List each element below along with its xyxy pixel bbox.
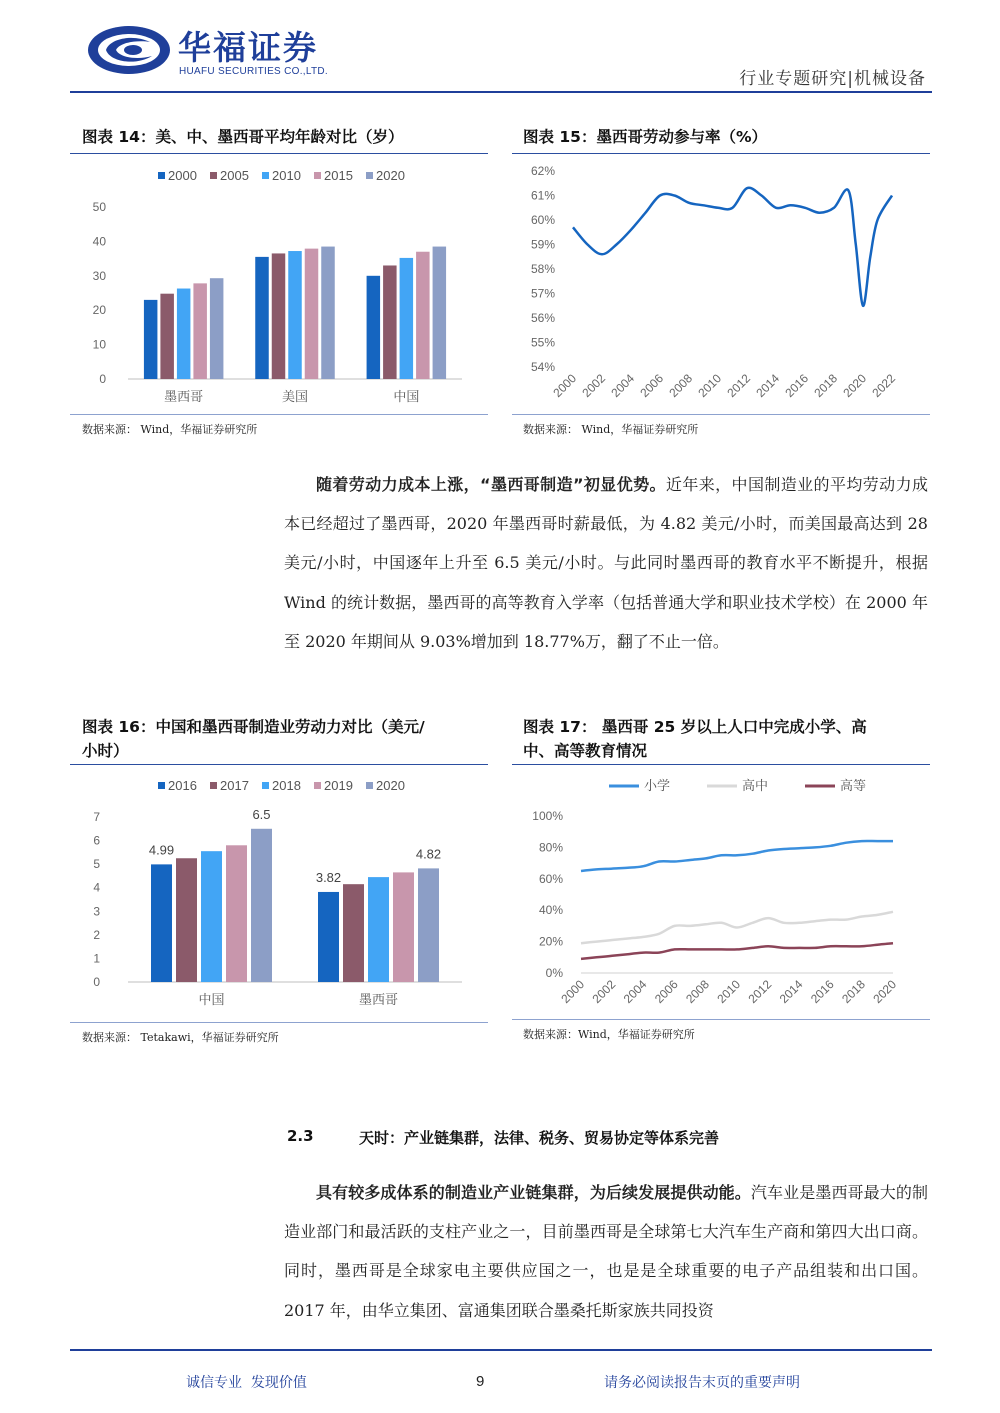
fig16-title-rule	[70, 764, 488, 765]
x-tick-label: 2020	[870, 977, 900, 1007]
bar-中国-2020	[251, 829, 272, 982]
y-tick-label: 60%	[538, 871, 563, 886]
y-tick-label: 5	[93, 857, 100, 872]
bar-中国-2015	[416, 252, 430, 379]
x-tick-label: 2008	[666, 371, 696, 401]
x-tick-label: 2018	[839, 977, 868, 1007]
legend-swatch-2019	[314, 782, 321, 789]
x-tick-label: 2006	[651, 977, 681, 1007]
paragraph-industry-cluster-lead: 具有较多成体系的制造业产业链集群，为后续发展提供动能。	[316, 1183, 751, 1202]
bar-中国-2017	[176, 858, 197, 982]
legend-swatch-2015	[314, 172, 321, 179]
x-tick-label: 2018	[811, 371, 841, 401]
legend-label-2010: 2010	[272, 168, 301, 183]
legend-swatch-2005	[210, 172, 217, 179]
x-tick-label: 2016	[807, 977, 837, 1007]
bar-中国-2005	[383, 265, 397, 379]
paragraph-labor-cost	[284, 465, 928, 661]
bar-美国-2010	[288, 251, 302, 379]
y-tick-label: 62%	[530, 164, 555, 178]
y-tick-label: 7	[93, 810, 100, 824]
x-tick-label: 2010	[695, 371, 725, 401]
fig17-source: 数据来源：Wind，华福证券研究所	[523, 1028, 695, 1041]
bar-美国-2000	[255, 257, 269, 379]
bar-中国-2010	[400, 258, 414, 379]
fig17-bottom-rule	[512, 1019, 930, 1020]
legend-swatch-2017	[210, 782, 217, 789]
fig14-source: 数据来源： Wind，华福证券研究所	[82, 423, 258, 436]
x-tick-label: 2012	[724, 371, 754, 401]
x-tick-label: 2000	[550, 371, 580, 401]
y-tick-label: 60%	[530, 213, 555, 227]
legend-label-高等: 高等	[840, 778, 867, 793]
x-tick-label: 2002	[579, 371, 609, 401]
fig14-title: 图表 14：美、中、墨西哥平均年龄对比（岁）	[82, 128, 404, 146]
legend-label-2018: 2018	[272, 778, 301, 793]
footer-rule	[70, 1349, 932, 1351]
y-tick-label: 0	[93, 975, 100, 989]
x-tick-label: 2022	[869, 371, 899, 401]
x-tick-label: 2020	[840, 371, 870, 401]
logo-en: HUAFU SECURITIES CO.,LTD.	[179, 66, 328, 77]
legend-swatch-2016	[158, 782, 165, 789]
fig17-title-line2: 中、高等教育情况	[523, 742, 648, 760]
y-tick-label: 54%	[530, 360, 555, 374]
fig16-title	[82, 715, 487, 763]
fig17-chart	[512, 766, 930, 1018]
legend-label-2000: 2000	[168, 168, 197, 183]
bar-墨西哥-2017	[343, 884, 364, 982]
series-line-高等	[581, 943, 893, 959]
legend-swatch-2020	[366, 172, 373, 179]
bar-墨西哥-2005	[160, 294, 174, 379]
series-line-高中	[581, 912, 893, 943]
bar-中国-2016	[151, 864, 172, 982]
fig16-source: 数据来源： Tetakawi，华福证券研究所	[82, 1031, 279, 1044]
y-tick-label: 40	[92, 234, 106, 249]
x-tick-label: 2004	[608, 371, 638, 401]
fig17-title	[523, 715, 928, 763]
y-tick-label: 4	[93, 880, 100, 895]
paragraph-industry-cluster	[284, 1173, 928, 1330]
fig17-title-rule	[512, 764, 930, 765]
y-tick-label: 1	[93, 951, 100, 966]
header-rule	[70, 91, 932, 93]
legend-swatch-2020	[366, 782, 373, 789]
x-tick-label: 2016	[782, 371, 812, 401]
data-label: 4.99	[148, 842, 175, 858]
fig15-title: 图表 15：墨西哥劳动参与率（%）	[523, 128, 767, 146]
x-tick-label: 2006	[637, 371, 667, 401]
paragraph-labor-cost-body: 近年来，中国制造业的平均劳动力成本已经超过了墨西哥，2020 年墨西哥时薪最低，为 4.82 美元/小时，而美国最高达到 28 美元/小时，中国逐年上升至 6.5 美元/小时。与此同时墨西哥的教育水平不断提升，根据 Wind 的统计数据，墨西哥的高等教育入学率（包括普通大学和职业技术学校）在 2000 年至 2020 年期间从 9.03%增加到 18.77%万，翻了不止一倍。	[284, 475, 928, 651]
legend-label-2017: 2017	[220, 778, 249, 793]
paragraph-labor-cost-lead: 随着劳动力成本上涨，“墨西哥制造”初显优势。	[316, 475, 666, 494]
series-line-series	[573, 188, 892, 306]
y-tick-label: 0	[99, 372, 106, 386]
y-tick-label: 56%	[530, 311, 555, 325]
y-tick-label: 57%	[530, 286, 555, 301]
data-label: 6.5	[252, 806, 271, 822]
bar-美国-2005	[272, 253, 286, 379]
footer-slogan: 诚信专业 发现价值	[186, 1375, 307, 1391]
x-category-label: 墨西哥	[164, 389, 204, 404]
section-number: 2.3	[287, 1127, 314, 1145]
data-label: 4.82	[415, 846, 442, 862]
section-title: 天时：产业链集群，法律、税务、贸易协定等体系完善	[359, 1129, 720, 1147]
bar-美国-2015	[305, 249, 319, 379]
x-category-label: 美国	[281, 389, 309, 404]
footer-disclaimer: 请务必阅读报告末页的重要声明	[604, 1375, 800, 1391]
legend-label-2020: 2020	[376, 168, 405, 183]
y-tick-label: 20	[92, 303, 106, 318]
legend-swatch-2000	[158, 172, 165, 179]
fig16-bottom-rule	[70, 1022, 488, 1023]
x-tick-label: 2000	[558, 977, 588, 1007]
y-tick-label: 40%	[538, 903, 563, 918]
legend-swatch-2018	[262, 782, 269, 789]
y-tick-label: 2	[93, 927, 100, 942]
legend-label-2020: 2020	[376, 778, 405, 793]
y-tick-label: 0%	[545, 966, 563, 980]
y-tick-label: 58%	[530, 262, 555, 276]
bar-中国-2020	[433, 247, 447, 379]
bar-墨西哥-2015	[193, 283, 207, 379]
y-tick-label: 61%	[530, 188, 555, 203]
x-category-label: 中国	[393, 389, 420, 404]
y-tick-label: 100%	[532, 809, 563, 823]
y-tick-label: 10	[92, 337, 106, 352]
page-number: 9	[476, 1373, 485, 1390]
legend-label-2015: 2015	[324, 168, 353, 183]
fig15-source: 数据来源： Wind，华福证券研究所	[523, 423, 699, 436]
fig15-title-rule	[512, 153, 930, 154]
y-tick-label: 59%	[530, 237, 555, 252]
legend-label-2016: 2016	[168, 778, 197, 793]
x-tick-label: 2014	[753, 371, 783, 401]
huafu-logo-icon	[86, 24, 172, 76]
fig16-chart	[70, 766, 488, 1020]
y-tick-label: 50	[92, 200, 106, 214]
x-category-label: 中国	[198, 992, 225, 1007]
fig16-title-line1: 图表 16：中国和墨西哥制造业劳动力对比（美元/	[82, 718, 425, 736]
legend-label-2019: 2019	[324, 778, 353, 793]
fig14-chart	[70, 155, 488, 413]
bar-墨西哥-2010	[177, 289, 191, 379]
report-type: 行业专题研究|机械设备	[739, 69, 926, 89]
fig15-bottom-rule	[512, 414, 930, 415]
y-tick-label: 30	[92, 268, 106, 283]
fig16-title-line2: 小时）	[82, 742, 129, 760]
legend-label-小学: 小学	[644, 778, 671, 793]
bar-中国-2019	[226, 845, 247, 982]
legend-swatch-2010	[262, 172, 269, 179]
legend-label-2005: 2005	[220, 168, 249, 183]
x-tick-label: 2008	[683, 977, 712, 1007]
x-category-label: 墨西哥	[358, 992, 399, 1007]
series-line-小学	[581, 841, 893, 871]
x-tick-label: 2010	[714, 977, 744, 1007]
bar-墨西哥-2000	[144, 300, 158, 379]
legend-label-高中: 高中	[742, 778, 769, 793]
bar-中国-2000	[367, 276, 381, 379]
fig17-title-line1: 图表 17： 墨西哥 25 岁以上人口中完成小学、高	[523, 718, 867, 736]
y-tick-label: 6	[93, 833, 100, 848]
bar-墨西哥-2020	[418, 868, 439, 982]
fig15-chart	[512, 155, 930, 413]
y-tick-label: 55%	[530, 335, 555, 350]
bar-墨西哥-2016	[318, 892, 339, 982]
bar-墨西哥-2018	[368, 877, 389, 982]
paragraph-industry-cluster-body: 汽车业是墨西哥最大的制造业部门和最活跃的支柱产业之一，目前墨西哥是全球第七大汽车生产商和第四大出口商。同时，墨西哥是全球家电主要供应国之一，也是是全球重要的电子产品组装和出口国。2017 年，由华立集团、富通集团联合墨桑托斯家族共同投资	[284, 1183, 928, 1320]
bar-美国-2020	[321, 247, 335, 379]
fig14-bottom-rule	[70, 414, 488, 415]
x-tick-label: 2012	[745, 977, 775, 1007]
fig14-title-rule	[70, 153, 488, 154]
x-tick-label: 2014	[776, 977, 806, 1007]
x-tick-label: 2004	[620, 977, 650, 1007]
bar-中国-2018	[201, 851, 222, 982]
bar-墨西哥-2020	[210, 278, 224, 379]
bar-墨西哥-2019	[393, 872, 414, 982]
y-tick-label: 3	[93, 904, 100, 919]
x-tick-label: 2002	[589, 977, 619, 1007]
y-tick-label: 20%	[538, 934, 563, 949]
logo-cn: 华福证券	[178, 28, 318, 67]
data-label: 3.82	[315, 869, 342, 885]
y-tick-label: 80%	[538, 840, 563, 855]
